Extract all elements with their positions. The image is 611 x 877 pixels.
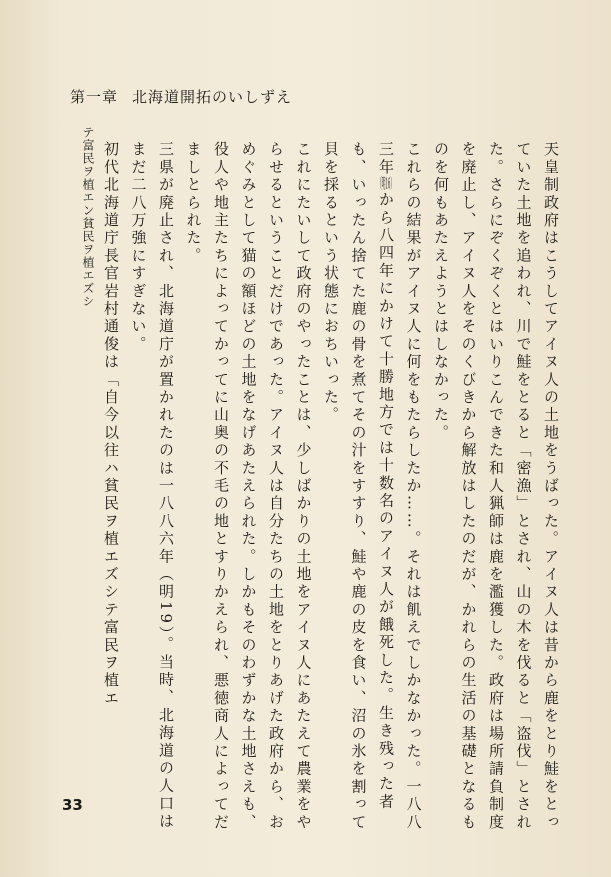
year-note-meiji-16: （明16） <box>377 176 395 192</box>
paragraph-5-part-1: 初代北海道庁長官岩村通俊は「自今以往ハ貧民ヲ植エズシテ富民ヲ植エ <box>102 141 120 708</box>
paragraph-5 <box>97 141 125 832</box>
paragraph-2-part-2: から八四年にかけて十勝地方では十数名のアイヌ人が餓死した。生き残った者も、いったん捨てた鹿の骨を煮てその汁をすすり、鮭や鹿の皮を食い、沼の氷を割って貝を採るという状態におちいった。 <box>322 141 395 832</box>
paragraph-1: 天皇制政府はこうしてアイヌ人の土地をうばった。アイヌ人は昔から鹿をとり鮭をとっていた土地を追われ、川で鮭をとると「密漁」とされ、山の木を伐ると「盗伐」とされた。さらにぞくぞくとはいりこんできた和人猟師は鹿を濫獲した。政府は場所請負制度を廃止し、アイヌ人をそのくびきから解放はしたのだが、かれらの生活の基礎となるものを何もあたえようとはしなかった。 <box>432 141 560 832</box>
warichu-note <box>80 126 97 832</box>
chapter-header <box>70 86 292 107</box>
paragraph-2-part-1: これらの結果がアイヌ人に何をもたらしたか……。それは飢えでしかなかった。一八八三年 <box>377 141 423 832</box>
warichu-right-line: 貧民ヲ植エズシ <box>81 217 95 308</box>
warichu-left-line: テ富民ヲ植エン <box>81 126 95 217</box>
page-number: 33 <box>62 796 83 814</box>
chapter-number: 第一章 <box>70 88 119 106</box>
vertical-body-text <box>80 126 564 832</box>
year-note-meiji-19: （明19） <box>157 565 175 636</box>
chapter-title: 北海道開拓のいしずえ <box>132 88 293 106</box>
paragraph-4-part-1: 三県が廃止され、北海道庁が置かれたのは一八八六年 <box>157 141 175 566</box>
paragraph-3: これにたいして政府のやったことは、少しばかりの土地をアイヌ人にあたえて農業をやらせるということだけであった。アイヌ人は自分たちの土地をとりあげた政府から、おめぐみとして猫の額ほどの土地をなげあたえられた。しかもそのわずかな土地さえも、役人や地主たちによってかってに山奥の不毛の地とすりかえられ、悪徳商人によってだましとられた。 <box>184 141 313 832</box>
paragraph-2 <box>317 141 427 832</box>
paragraph-4-part-2: 。当時、北海道の人口はまだ二八万強にすぎない。 <box>129 141 175 831</box>
paragraph-4 <box>124 141 179 832</box>
